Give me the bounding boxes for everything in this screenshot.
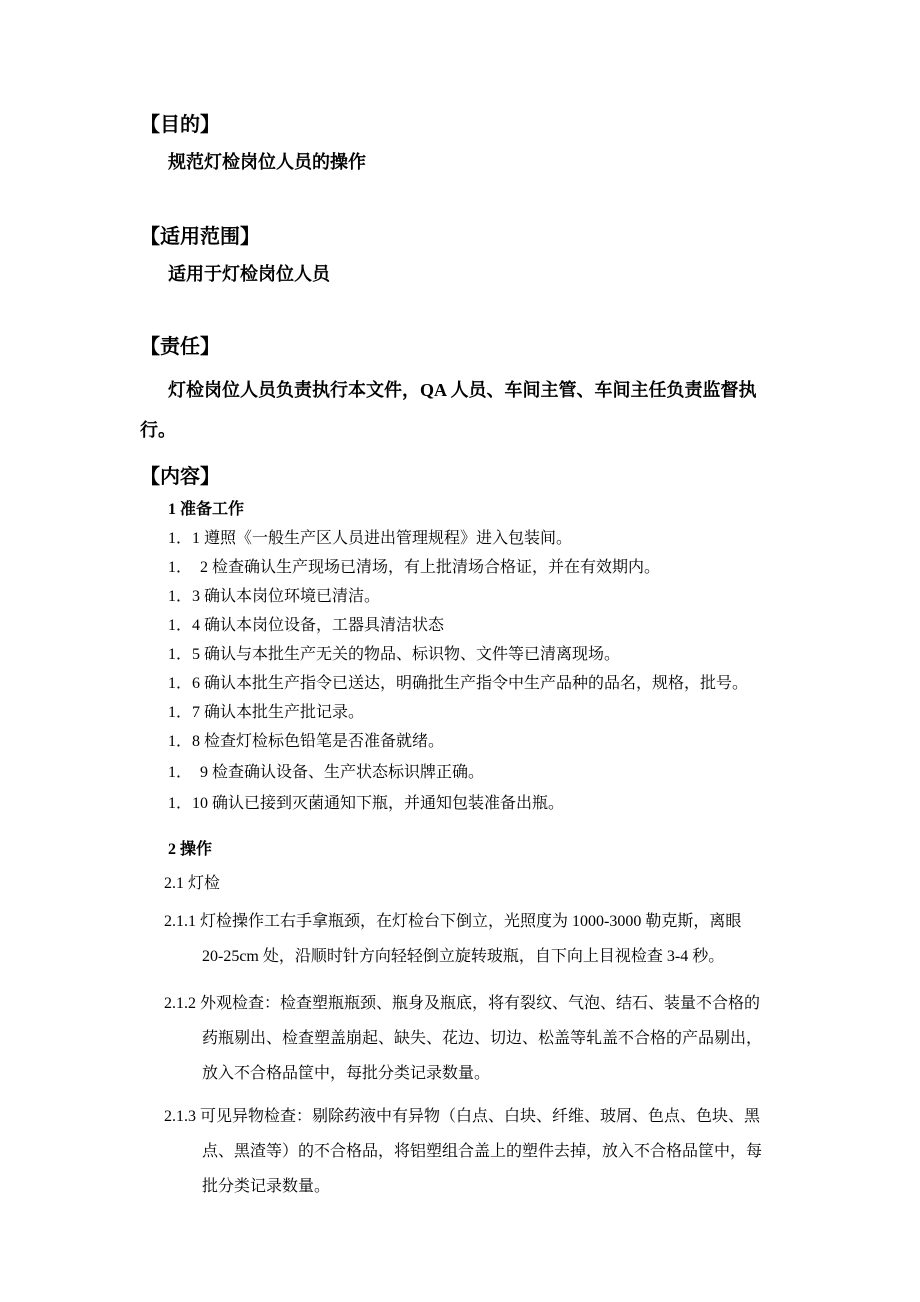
section-heading-purpose: 【目的】 xyxy=(140,114,220,136)
section-heading-content: 【内容】 xyxy=(140,466,220,488)
list-item: 1．8 检查灯检标色铅笔是否准备就绪。 xyxy=(168,733,445,750)
list-item: 1．1 遵照《一般生产区人员进出管理规程》进入包装间。 xyxy=(168,530,573,547)
list-item: 1．5 确认与本批生产无关的物品、标识物、文件等已清离现场。 xyxy=(168,646,621,663)
list-item: 1． 2 检查确认生产现场已清场，有上批清场合格证，并在有效期内。 xyxy=(168,559,661,576)
prep-item-list xyxy=(140,524,792,818)
list-item: 1．4 确认本岗位设备，工器具清洁状态 xyxy=(168,617,445,634)
list-item: 1．10 确认已接到灭菌通知下瓶，并通知包装准备出瓶。 xyxy=(168,795,565,812)
step-line: 批分类记录数量。 xyxy=(202,1178,331,1195)
list-item: 1．7 确认本批生产批记录。 xyxy=(168,704,365,721)
purpose-body: 规范灯检岗位人员的操作 xyxy=(168,152,366,172)
step-line: 放入不合格品筐中，每批分类记录数量。 xyxy=(202,1065,491,1082)
step-line: 2.1.1 灯检操作工右手拿瓶颈，在灯检台下倒立，光照度为 1000-3000 勒克斯，离眼 xyxy=(164,913,742,930)
operation-subtitle: 2.1 灯检 xyxy=(164,875,221,892)
step-line: 20-25cm 处，沿顺时针方向轻轻倒立旋转玻瓶，自下向上目视检查 3-4 秒。 xyxy=(202,948,725,965)
operation-step xyxy=(140,904,792,974)
responsibility-paragraph xyxy=(140,370,792,450)
operation-step xyxy=(140,1099,792,1204)
step-line: 2.1.2 外观检查：检查塑瓶瓶颈、瓶身及瓶底，将有裂纹、气泡、结石、装量不合格的 xyxy=(164,995,761,1012)
list-item: 1． 9 检查确认设备、生产状态标识牌正确。 xyxy=(168,764,485,781)
responsibility-line: 行。 xyxy=(140,420,176,440)
step-line: 2.1.3 可见异物检查：剔除药液中有异物（白点、白块、纤维、玻屑、色点、色块、黑 xyxy=(164,1108,761,1125)
section-heading-responsibility: 【责任】 xyxy=(140,336,220,358)
responsibility-line: 灯检岗位人员负责执行本文件，QA 人员、车间主管、车间主任负责监督执 xyxy=(168,380,757,400)
operation-step xyxy=(140,986,792,1091)
prep-section-title: 1 准备工作 xyxy=(168,501,245,518)
section-heading-scope: 【适用范围】 xyxy=(140,226,260,248)
operation-section-title: 2 操作 xyxy=(168,841,213,858)
step-line: 药瓶剔出、检查塑盖崩起、缺失、花边、切边、松盖等轧盖不合格的产品剔出， xyxy=(202,1030,763,1047)
list-item: 1．6 确认本批生产指令已送达，明确批生产指令中生产品种的品名，规格，批号。 xyxy=(168,675,749,692)
list-item: 1．3 确认本岗位环境已清洁。 xyxy=(168,588,381,605)
scope-body: 适用于灯检岗位人员 xyxy=(168,264,330,284)
step-line: 点、黑渣等）的不合格品，将铝塑组合盖上的塑件去掉，放入不合格品筐中，每 xyxy=(202,1143,763,1160)
